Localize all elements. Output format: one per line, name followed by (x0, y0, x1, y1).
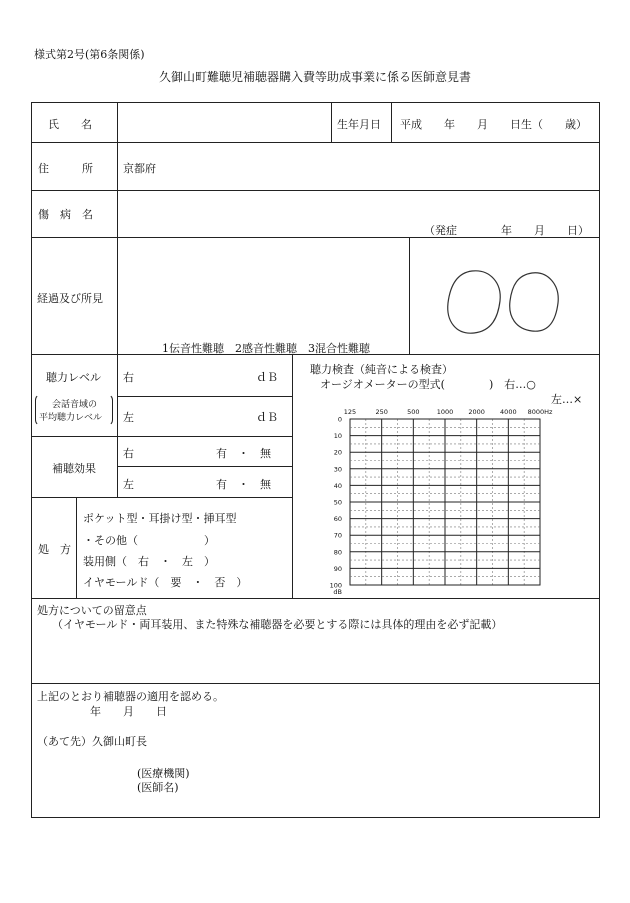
tick-label-level: 10 (333, 432, 342, 441)
address-label: 住 所 (38, 162, 93, 175)
tick-label-frequency: 4000 (500, 408, 517, 416)
tick-label-level: 80 (333, 548, 342, 557)
approval-date: 年 月 日 (90, 705, 167, 718)
axis-unit-db: dB (333, 588, 342, 595)
aid-right-options: 有 ・ 無 (216, 447, 271, 460)
tick-label-level: 0 (337, 415, 342, 424)
ear-diagram (440, 265, 565, 340)
rule (292, 354, 293, 598)
hearing-level-sub1: 会話音域の (52, 400, 98, 410)
form-title: 久御山町難聴児補聴器購入費等助成事業に係る医師意見書 (158, 70, 471, 84)
tick-label-level: 100 (329, 581, 342, 590)
hearing-right-label: 右 (123, 371, 134, 384)
hearing-left-unit: ｄＢ (256, 411, 278, 424)
hearing-right-unit: ｄＢ (256, 371, 278, 384)
tick-label-level: 70 (333, 531, 342, 540)
tick-label-frequency: 125 (343, 408, 357, 416)
medical-institution: (医療機関) (137, 767, 190, 780)
left-ear-outline (510, 273, 559, 331)
course-label: 経過及び所見 (37, 292, 103, 305)
approval-text: 上記のとおり補聴器の適用を認める。 (37, 690, 224, 703)
hearing-level-label: 聴力レベル (46, 371, 101, 384)
notes-body: （イヤモールド・両耳装用、また特殊な補聴器を必要とする際には具体的理由を必ず記載） (52, 618, 503, 631)
rule (76, 497, 77, 598)
prescription-earmold: イヤモールド（ 要 ・ 否 ） (83, 576, 248, 589)
prescription-side: 装用側（ 右 ・ 左 ） (83, 555, 215, 568)
audiometer-model: オージオメーターの型式( ) 右…○ (320, 378, 536, 391)
rule (31, 436, 292, 437)
doctor-name: (医師名) (137, 781, 179, 794)
hearing-level-sub2: 平均聴力レベル (39, 413, 103, 423)
rule (31, 497, 292, 498)
rule (117, 466, 292, 467)
prescription-types: ポケット型・耳掛け型・挿耳型 (83, 512, 237, 525)
rule (331, 102, 332, 142)
tick-label-level: 40 (333, 481, 342, 490)
prescription-label: 処 方 (38, 543, 71, 556)
rule (117, 102, 118, 497)
aid-effect-label: 補聴効果 (52, 462, 96, 475)
address-value: 京都府 (123, 162, 156, 175)
notes-title: 処方についての留意点 (37, 604, 147, 617)
aid-right-label: 右 (123, 447, 134, 460)
onset-date: （発症 年 月 日） (424, 224, 589, 237)
rule (409, 237, 410, 354)
deafness-types: 1伝音性難聴 2感音性難聴 3混合性難聴 (162, 342, 370, 355)
tick-label-frequency: 8000Hz (527, 408, 553, 416)
tick-label-frequency: 250 (375, 408, 388, 416)
name-label: 氏 名 (48, 118, 92, 131)
dob-value: 平成 年 月 日生（ 歳） (400, 118, 587, 131)
rule (31, 683, 600, 684)
tick-label-level: 20 (333, 448, 342, 457)
prescription-other: ・その他（ ） (83, 534, 215, 547)
left-mark-legend: 左…× (551, 393, 583, 406)
tick-label-level: 30 (333, 465, 342, 474)
audiogram-title: 聴力検査（純音による検査） (310, 363, 453, 376)
rule (31, 598, 600, 599)
aid-left-options: 有 ・ 無 (216, 478, 271, 491)
hearing-left-label: 左 (123, 411, 134, 424)
right-ear-outline (448, 271, 500, 333)
aid-left-label: 左 (123, 478, 134, 491)
tick-label-frequency: 1000 (436, 408, 454, 416)
rule (391, 102, 392, 142)
form-number: 様式第2号(第6条関係) (34, 48, 145, 61)
rule (117, 396, 292, 397)
tick-label-frequency: 2000 (468, 408, 485, 416)
audiogram-chart (325, 403, 555, 595)
tick-label-level: 90 (333, 564, 342, 573)
tick-label-level: 50 (333, 498, 342, 507)
disease-label: 傷 病 名 (38, 208, 93, 221)
dob-label: 生年月日 (337, 118, 381, 131)
tick-label-level: 60 (333, 515, 342, 524)
tick-label-frequency: 500 (407, 408, 420, 416)
addressee: （あて先）久御山町長 (37, 735, 147, 748)
